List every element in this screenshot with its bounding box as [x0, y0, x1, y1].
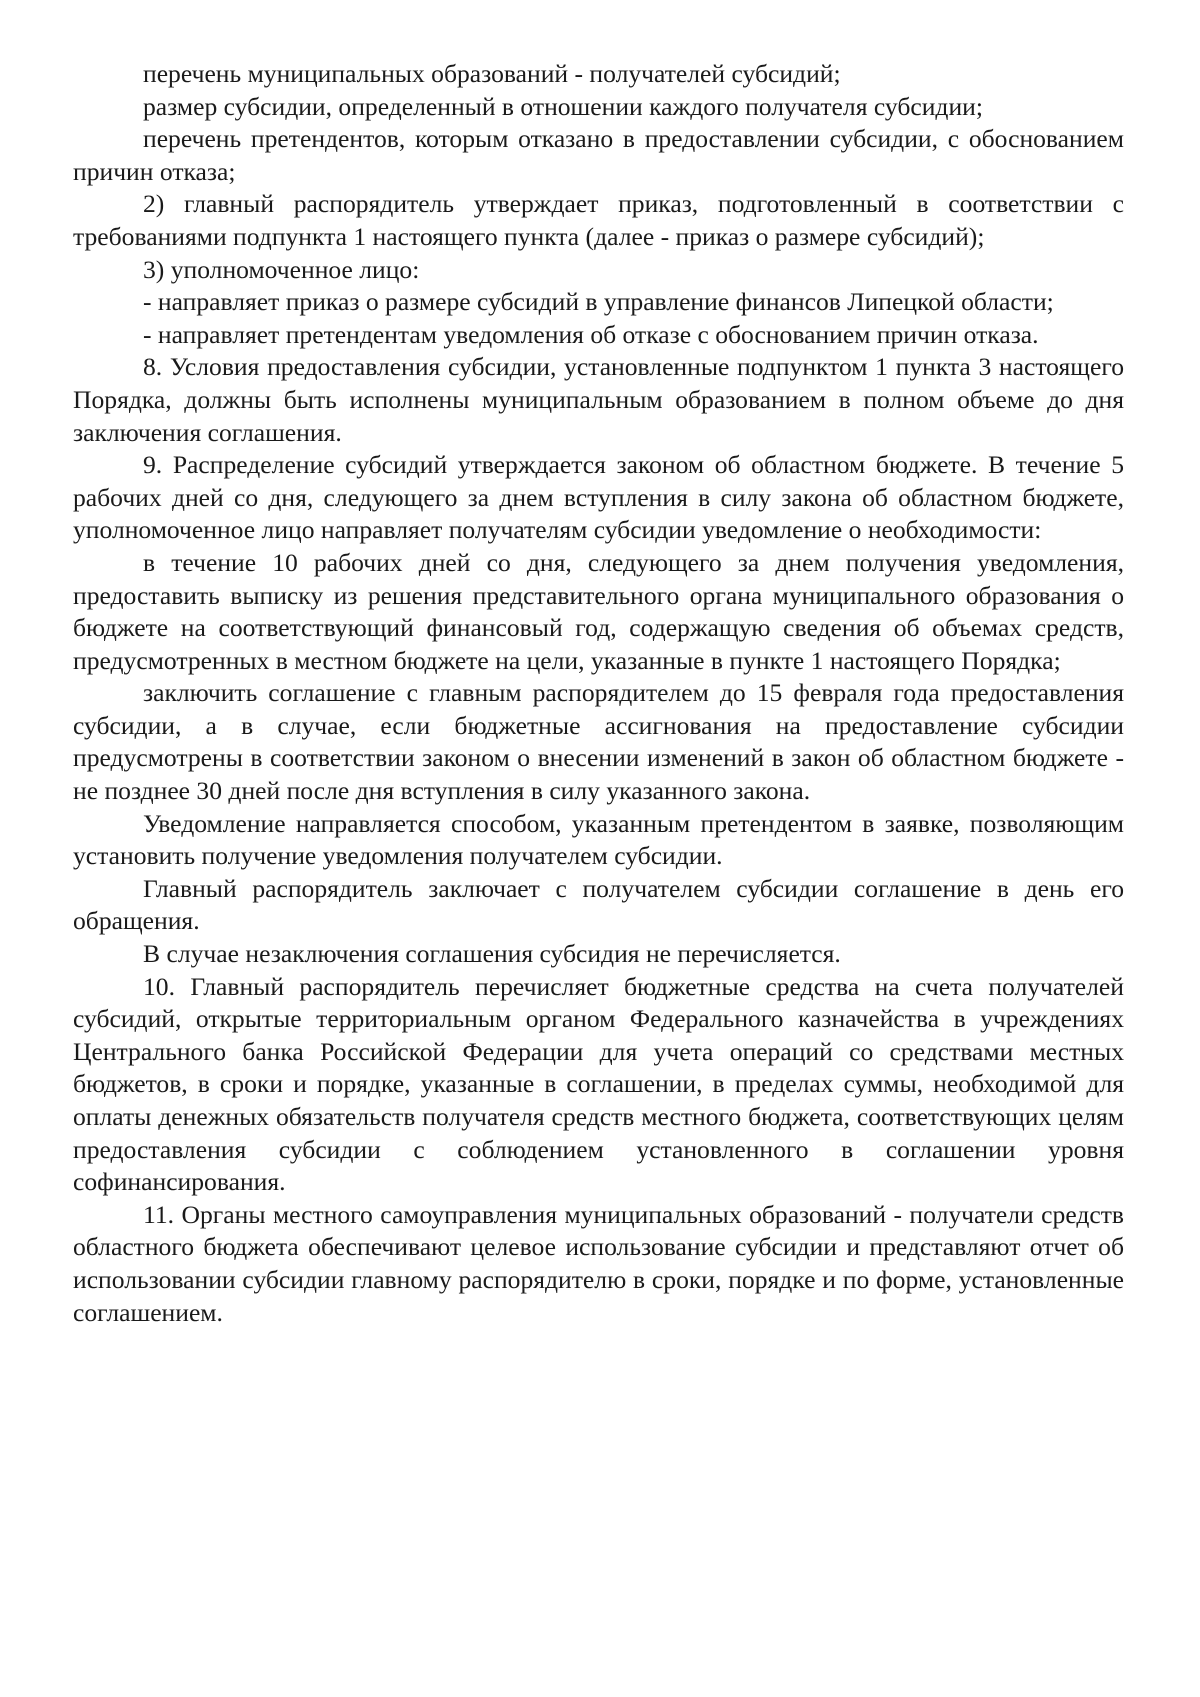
paragraph-section-11: 11. Органы местного самоуправления муниципальных образований - получатели средств областного бюджета обеспечивают целевое использование субсидии и представляют отчет об использовании субсидии главному распорядителю в сроки, порядке и по форме, установленные соглашением.: [73, 1199, 1124, 1327]
paragraph-recipients-list: перечень муниципальных образований - получателей субсидий;: [143, 59, 841, 88]
paragraph-section-10: 10. Главный распорядитель перечисляет бюджетные средства на счета получателей субсидий, открытые территориальным органом Федерального казначейства в учреждениях Центрального банка Российской Федерации для учета операций со средствами местных бюджетов, в сроки и порядке, указанные в соглашении, в пределах суммы, необходимой для оплаты денежных обязательств получателя средств местного бюджета, соответствующих целям предоставления субсидии с соблюдением установленного в соглашении уровня софинансирования.: [73, 971, 1124, 1197]
paragraph-section-9-extract: в течение 10 рабочих дней со дня, следующего за днем получения уведомления, предоставить выписку из решения представительного органа муниципального образования о бюджете на соответствующий финансовый год, содержащую сведения об объемах средств, предусмотренных в местном бюджете на цели, указанные в пункте 1 настоящего Порядка;: [73, 547, 1124, 675]
paragraph-item-3-send-order: - направляет приказ о размере субсидий в управление финансов Липецкой области;: [143, 287, 1054, 317]
document-page: [73, 58, 1124, 1329]
paragraph-item-2: 2) главный распорядитель утверждает приказ, подготовленный в соответствии с требованиями подпункта 1 настоящего пункта (далее - приказ о размере субсидий);: [73, 189, 1124, 251]
paragraph-refused-applicants: перечень претендентов, которым отказано в предоставлении субсидии, с обоснованием причин отказа;: [73, 124, 1124, 186]
paragraph-agreement-day: Главный распорядитель заключает с получателем субсидии соглашение в день его обращения.: [73, 873, 1124, 936]
paragraph-item-3-send-refusals: - направляет претендентам уведомления об отказе с обоснованием причин отказа.: [143, 319, 1039, 349]
paragraph-notification-method: Уведомление направляется способом, указанным претендентом в заявке, позволяющим установить получение уведомления получателем субсидии.: [73, 808, 1124, 871]
paragraph-subsidy-size: размер субсидии, определенный в отношении каждого получателя субсидии;: [143, 91, 983, 121]
paragraph-section-9-agreement: заключить соглашение с главным распорядителем до 15 февраля года предоставления субсидии, а в случае, если бюджетные ассигнования на предоставление субсидии предусмотрены в соответствии законом о внесении изменений в закон об областном бюджете - не позднее 30 дней после дня вступления в силу указанного закона.: [73, 678, 1124, 806]
paragraph-item-3: 3) уполномоченное лицо:: [143, 254, 420, 284]
paragraph-section-8: 8. Условия предоставления субсидии, установленные подпунктом 1 пункта 3 настоящего Порядка, должны быть исполнены муниципальным образованием в полном объеме до дня заключения соглашения.: [73, 352, 1124, 447]
paragraph-no-agreement: В случае незаключения соглашения субсидия не перечисляется.: [143, 939, 841, 969]
paragraph-section-9: 9. Распределение субсидий утверждается законом об областном бюджете. В течение 5 рабочих дней со дня, следующего за днем вступления в силу закона об областном бюджете, уполномоченное лицо направляет получателям субсидии уведомление о необходимости:: [73, 450, 1124, 545]
